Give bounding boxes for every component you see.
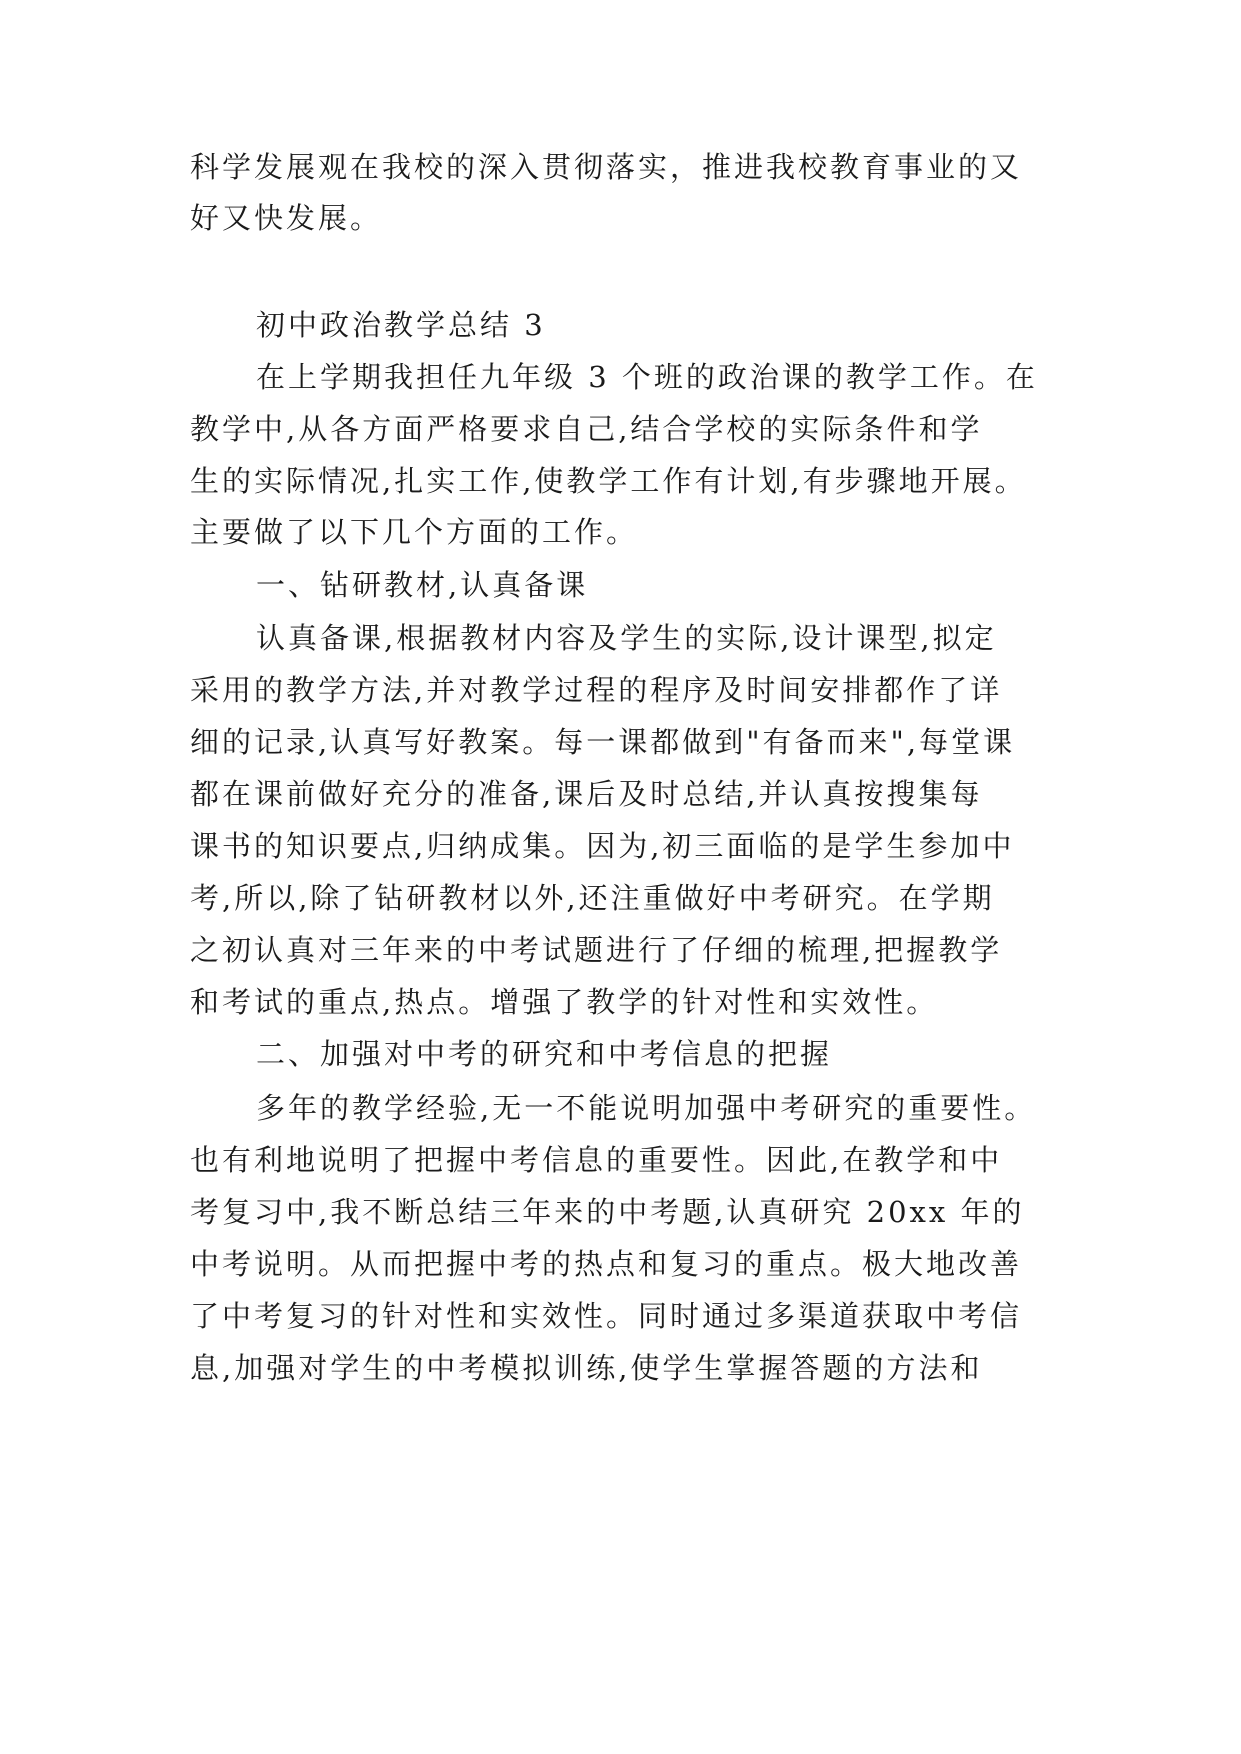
body-line: 都在课前做好充分的准备,课后及时总结,并认真按搜集每 (190, 777, 983, 811)
body-line: 好又快发展。 (190, 201, 383, 235)
body-line: 中考说明。从而把握中考的热点和复习的重点。极大地改善 (190, 1247, 1023, 1281)
body-line: 科学发展观在我校的深入贯彻落实，推进我校教育事业的又 (190, 150, 1023, 184)
subheading: 一、钻研教材,认真备课 (256, 568, 589, 602)
body-line: 息,加强对学生的中考模拟训练,使学生掌握答题的方法和 (190, 1351, 983, 1385)
body-line: 生的实际情况,扎实工作,使教学工作有计划,有步骤地开展。 (190, 464, 1027, 498)
subheading: 二、加强对中考的研究和中考信息的把握 (256, 1037, 833, 1071)
body-line: 细的记录,认真写好教案。每一课都做到"有备而来",每堂课 (190, 725, 1016, 759)
body-line: 也有利地说明了把握中考信息的重要性。因此,在教学和中 (190, 1143, 1003, 1177)
body-line: 课书的知识要点,归纳成集。因为,初三面临的是学生参加中 (190, 829, 1015, 863)
paragraph-start-line: 认真备课,根据教材内容及学生的实际,设计课型,拟定 (256, 621, 997, 655)
paragraph-start-line: 多年的教学经验,无一不能说明加强中考研究的重要性。 (256, 1091, 1037, 1125)
body-line: 之初认真对三年来的中考试题进行了仔细的梳理,把握教学 (190, 933, 1003, 967)
body-line: 教学中,从各方面严格要求自己,结合学校的实际条件和学 (190, 412, 983, 446)
paragraph-start-line: 在上学期我担任九年级 3 个班的政治课的教学工作。在 (256, 360, 1038, 394)
body-line: 主要做了以下几个方面的工作。 (190, 515, 639, 549)
body-line: 了中考复习的针对性和实效性。同时通过多渠道获取中考信 (190, 1299, 1023, 1333)
body-line: 采用的教学方法,并对教学过程的程序及时间安排都作了详 (190, 673, 1003, 707)
body-line: 考,所以,除了钻研教材以外,还注重做好中考研究。在学期 (190, 881, 995, 915)
body-line: 考复习中,我不断总结三年来的中考题,认真研究 20xx 年的 (190, 1195, 1025, 1229)
section-heading: 初中政治教学总结 3 (256, 308, 546, 342)
body-line: 和考试的重点,热点。增强了教学的针对性和实效性。 (190, 985, 939, 1019)
